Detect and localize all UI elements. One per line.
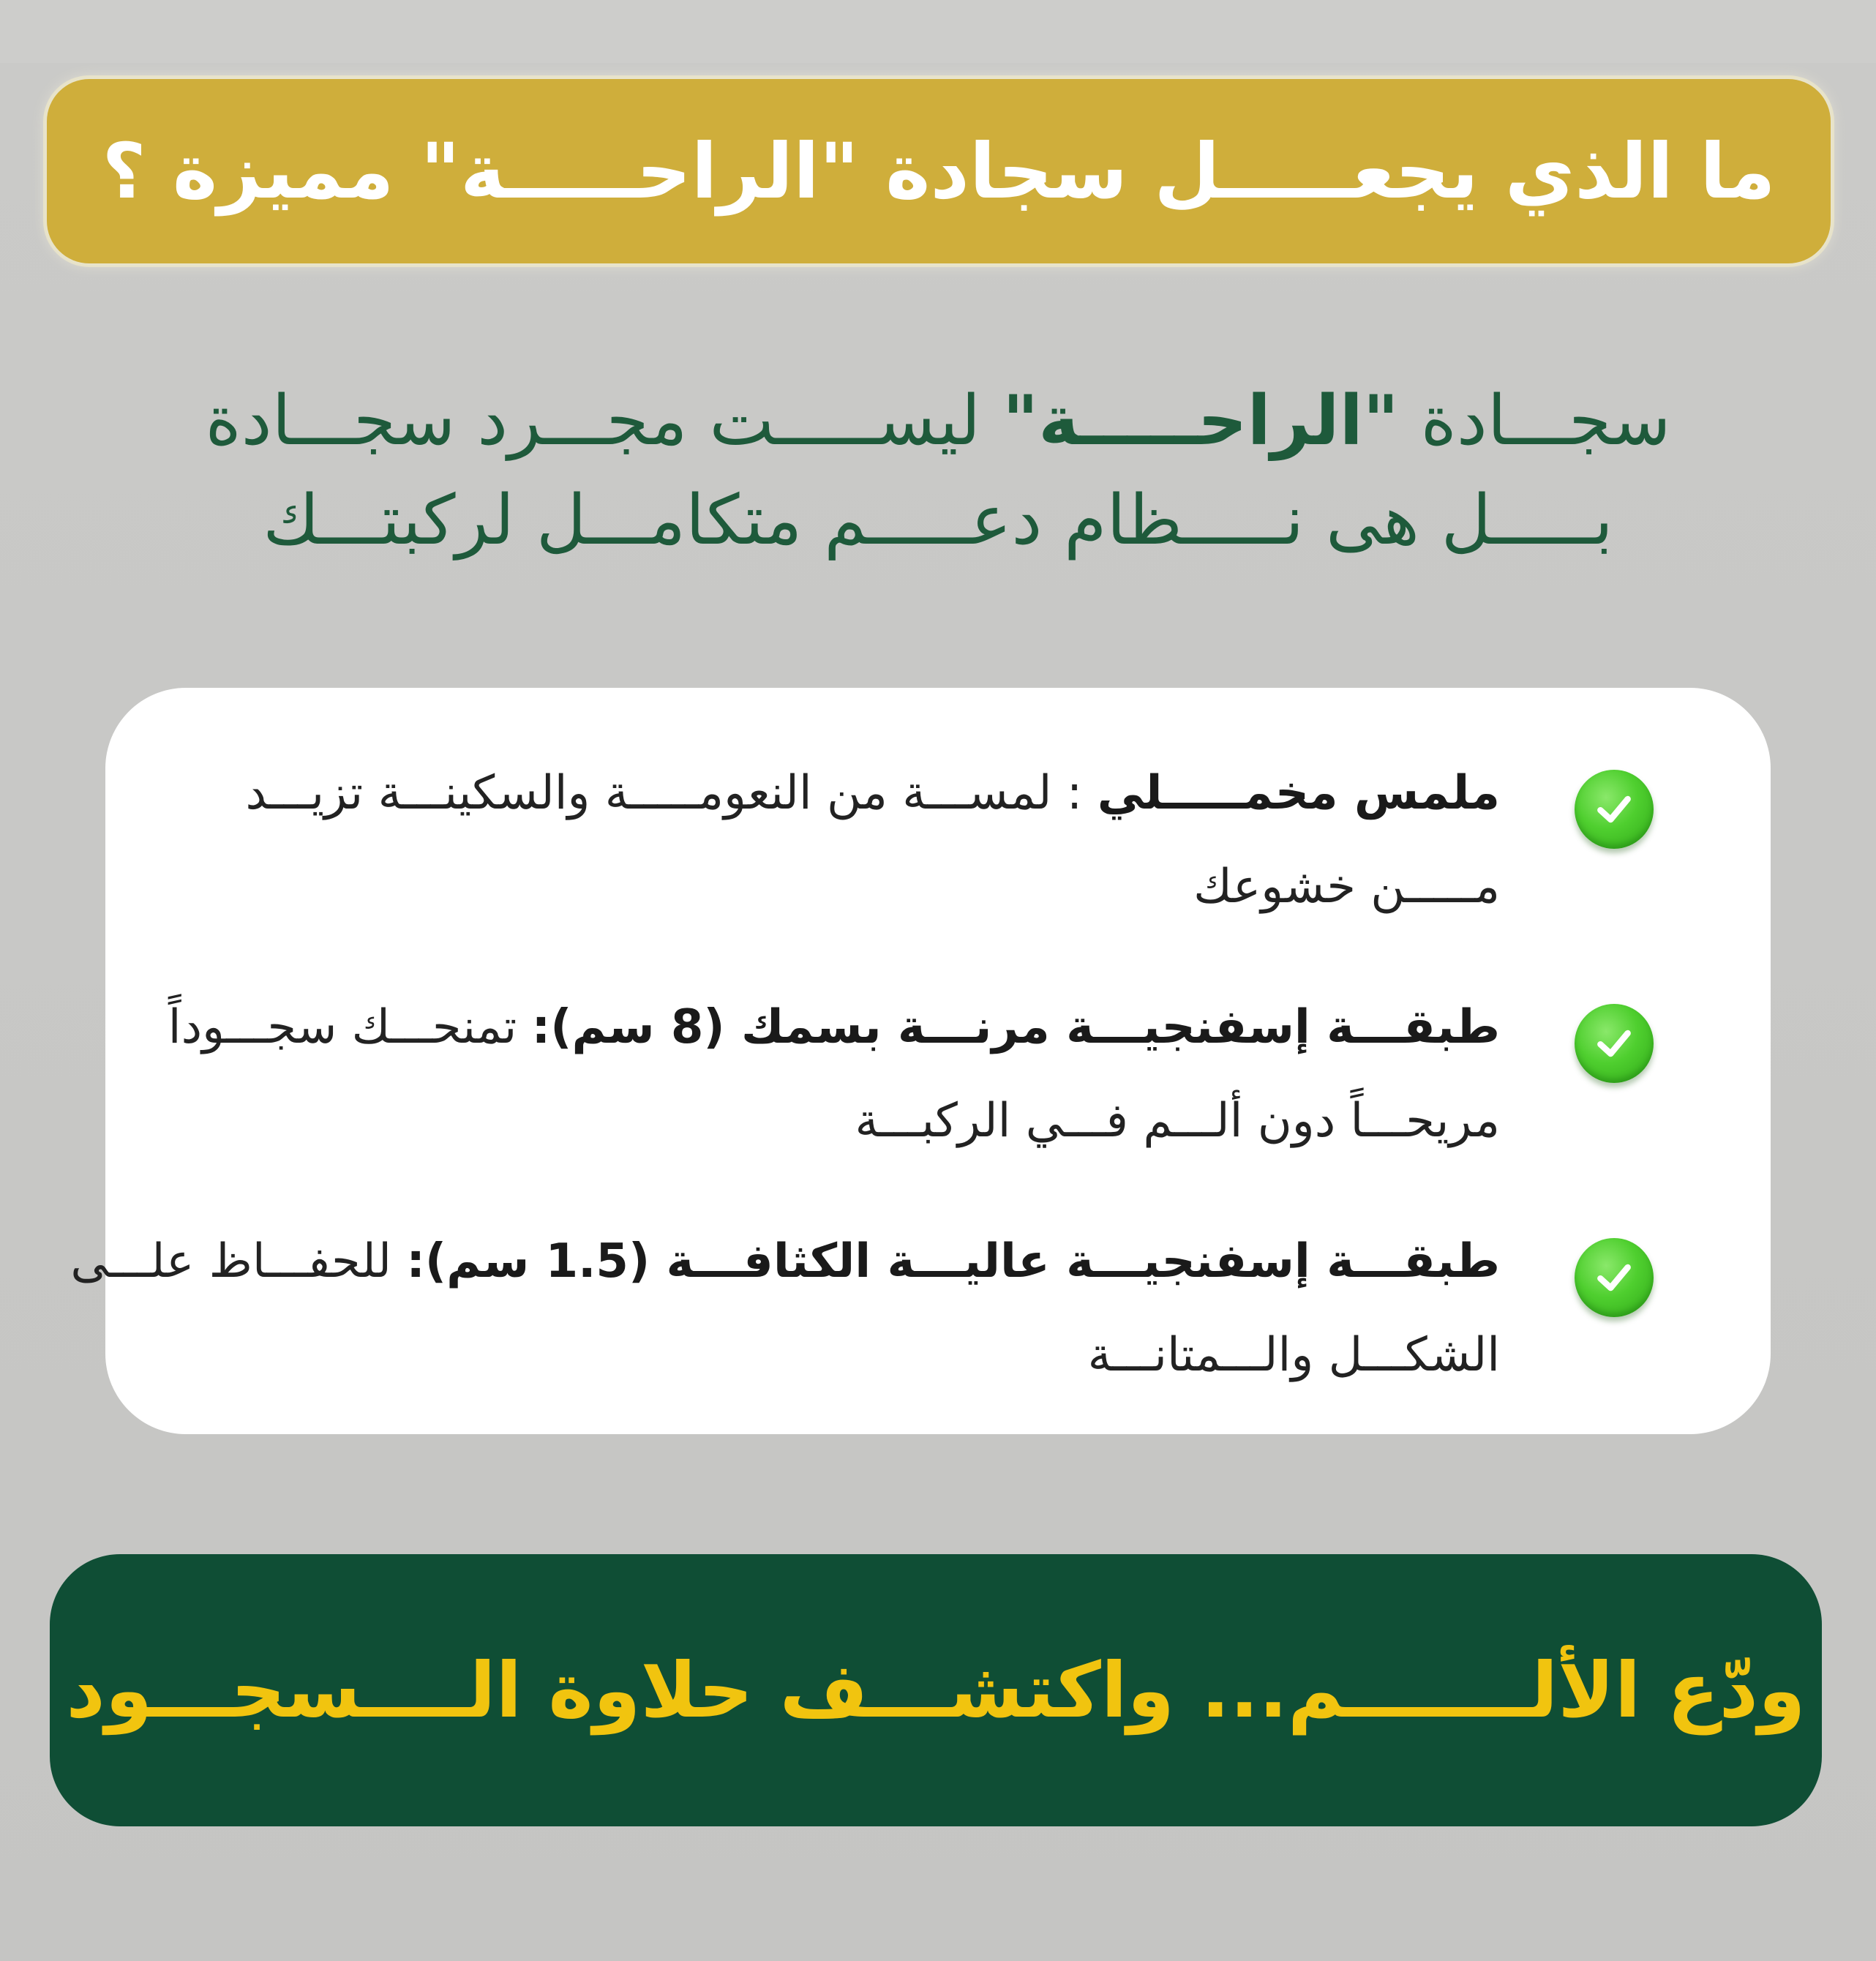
feature-item [168, 980, 1712, 1215]
feature-title: طبقـــة إسفنجيـــة مرنـــة بسمك (8 سم): [531, 1000, 1500, 1054]
check-circle-icon [1575, 1004, 1654, 1083]
title-banner [47, 79, 1831, 263]
feature-item [70, 1215, 1712, 1449]
feature-item [179, 746, 1712, 980]
intro-line-1-suffix: ليســـــت مجـــرد سجـــادة [205, 381, 1003, 461]
footer-banner [50, 1554, 1822, 1826]
feature-line-2: مريحـــاً دون ألـــم فـــي الركبـــة [855, 1094, 1500, 1148]
intro-line-1-prefix: سجـــادة [1398, 381, 1671, 461]
checkmark-icon [1594, 789, 1635, 830]
feature-title: ملمس مخمـــــلي [1097, 766, 1500, 820]
intro-text [146, 372, 1730, 571]
intro-line-1 [146, 372, 1730, 471]
feature-description: : لمســـة من النعومـــــة والسكينـــة تزيـــد [245, 766, 1098, 820]
feature-description: للحفـــاظ علـــى [70, 1234, 407, 1289]
footer-cta-text: ودّع الألـــــــم... واكتشـــف حلاوة الــــسجـــود [66, 1646, 1806, 1735]
feature-text [70, 1215, 1500, 1402]
feature-text [179, 746, 1500, 934]
feature-line-1 [168, 980, 1500, 1074]
features-card [70, 688, 1771, 1434]
feature-line-1 [179, 746, 1500, 840]
check-circle-icon [1575, 770, 1654, 849]
feature-title: طبقـــة إسفنجيـــة عاليـــة الكثافـــة (1.5 سم): [406, 1234, 1500, 1289]
feature-description: تمنحـــك سجـــوداً [168, 1000, 532, 1054]
intro-line-2: بـــــل هى نـــــظام دعـــــم متكامـــل لركبتـــك [263, 481, 1613, 560]
check-circle-icon [1575, 1238, 1654, 1317]
feature-text [168, 980, 1500, 1168]
page-title: ما الذي يجعـــــل سجادة "الراحـــــة" مميزة ؟ [102, 127, 1776, 216]
checkmark-icon [1594, 1023, 1635, 1064]
top-strip [0, 0, 1876, 63]
feature-line-2: مـــــن خشوعك [1193, 860, 1500, 914]
intro-brand-name: "الراحـــــة" [1002, 381, 1399, 461]
checkmark-icon [1594, 1257, 1635, 1298]
feature-line-2: الشكـــل والـــمتانـــة [1087, 1328, 1500, 1382]
feature-line-1 [70, 1215, 1500, 1308]
